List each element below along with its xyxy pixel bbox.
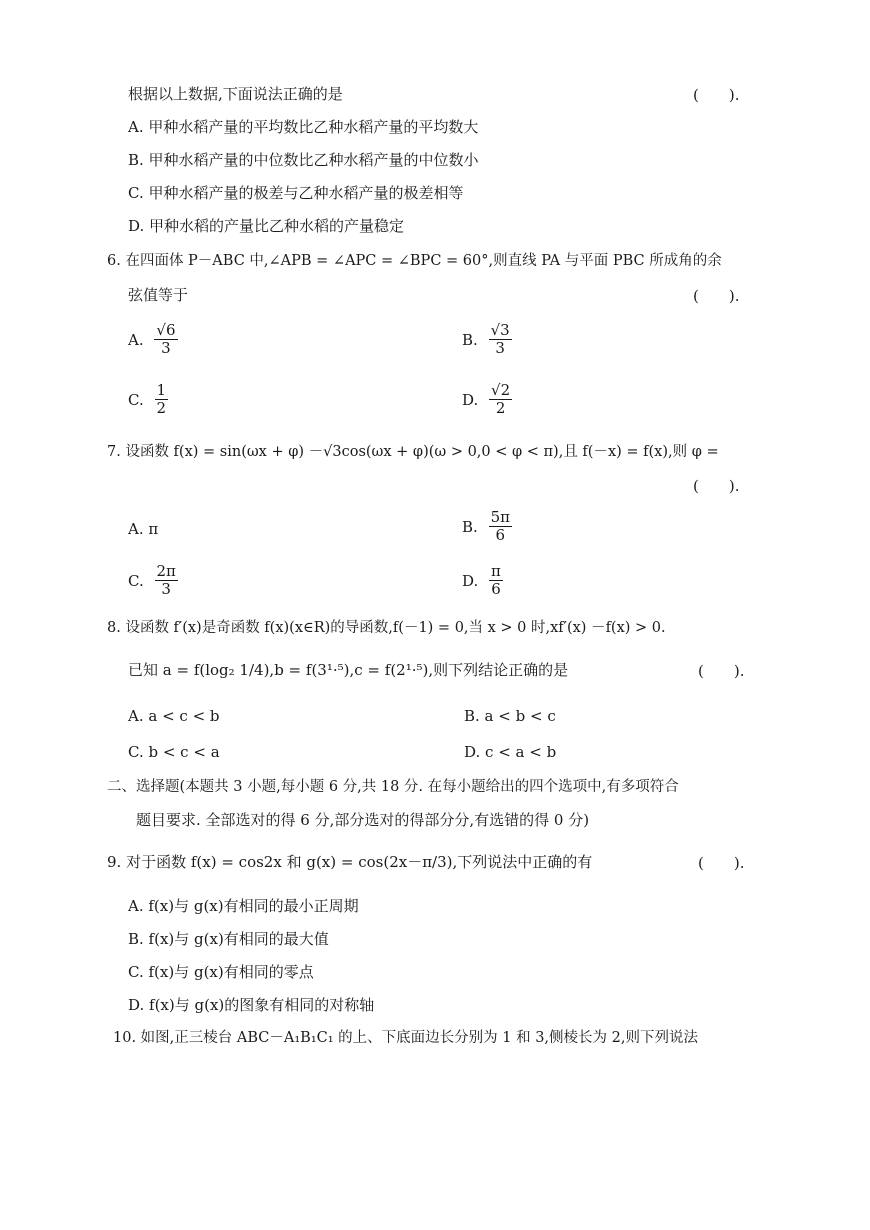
option-label: A.	[128, 330, 144, 349]
option-label: B.	[462, 330, 478, 349]
numerator: √6	[156, 321, 176, 339]
option-label: B.	[462, 517, 478, 536]
section2-heading-line2: 题目要求. 全部选对的得 6 分,部分选对的得部分分,有选错的得 0 分)	[136, 811, 590, 829]
q8-option-a: A. a < c < b	[128, 707, 220, 725]
option-label: D.	[462, 390, 479, 409]
option-label: D.	[462, 571, 479, 590]
denominator: 3	[161, 339, 171, 357]
q9-option-d: D. f(x)与 g(x)的图象有相同的对称轴	[128, 996, 375, 1014]
q5-answer-paren: ( ).	[693, 86, 740, 104]
denominator: 2	[156, 399, 167, 417]
fraction	[489, 382, 512, 417]
fraction	[155, 382, 169, 417]
numerator: 2π	[156, 562, 176, 580]
fraction	[489, 322, 512, 357]
q5-option-b: B. 甲种水稻产量的中位数比乙种水稻产量的中位数小	[128, 151, 479, 169]
q8-stem-line1: 8. 设函数 f′(x)是奇函数 f(x)(x∈R)的导函数,f(－1) = 0,当 x > 0 时,xf′(x) －f(x) > 0.	[107, 620, 666, 636]
q8-option-c: C. b < c < a	[128, 743, 220, 761]
option-label: C.	[128, 390, 144, 409]
q8-stem-line2: 已知 a = f(log₂ 1/4),b = f(3¹·⁵),c = f(2¹·⁵),则下列结论正确的是	[128, 661, 569, 679]
q7-stem-line1: 7. 设函数 f(x) = sin(ωx + φ) －√3cos(ωx + φ)(ω > 0,0 < φ < π),且 f(－x) = f(x),则 φ =	[107, 444, 719, 460]
q8-option-d: D. c < a < b	[464, 743, 557, 761]
q10-stem-line1: 10. 如图,正三棱台 ABC－A₁B₁C₁ 的上、下底面边长分别为 1 和 3,侧棱长为 2,则下列说法	[113, 1030, 698, 1046]
denominator: 6	[495, 526, 506, 544]
denominator: 3	[161, 580, 171, 598]
q9-option-b: B. f(x)与 g(x)有相同的最大值	[128, 930, 329, 948]
q9-option-a: A. f(x)与 g(x)有相同的最小正周期	[128, 897, 359, 915]
q9-answer-paren: ( ).	[698, 854, 745, 872]
q6-stem-line2: 弦值等于	[128, 286, 189, 304]
q6-stem-line1: 6. 在四面体 P－ABC 中,∠APB = ∠APC = ∠BPC = 60°,则直线 PA 与平面 PBC 所成角的余	[107, 253, 722, 269]
q5-stem-end: 根据以上数据,下面说法正确的是	[128, 85, 343, 103]
q8-answer-paren: ( ).	[698, 662, 745, 680]
denominator: 6	[491, 580, 501, 598]
q6-option-c	[128, 382, 168, 417]
q7-option-c	[128, 563, 178, 598]
q8-option-b: B. a < b < c	[464, 707, 556, 725]
q5-option-c: C. 甲种水稻产量的极差与乙种水稻产量的极差相等	[128, 184, 464, 202]
q7-option-b	[462, 509, 512, 544]
q6-option-b	[462, 322, 512, 357]
fraction	[489, 563, 503, 598]
option-label: A. π	[128, 520, 159, 538]
q6-option-a	[128, 322, 178, 357]
denominator: 2	[495, 399, 506, 417]
fraction	[155, 563, 178, 598]
numerator: 5π	[490, 508, 510, 526]
fraction	[489, 509, 512, 544]
q6-answer-paren: ( ).	[693, 287, 740, 305]
numerator: √2	[491, 381, 511, 399]
q9-stem-line1: 9. 对于函数 f(x) = cos2x 和 g(x) = cos(2x－π/3),下列说法中正确的有	[107, 853, 593, 871]
section2-heading-line1: 二、选择题(本题共 3 小题,每小题 6 分,共 18 分. 在每小题给出的四个选项中,有多项符合	[107, 779, 679, 795]
numerator: 1	[156, 381, 167, 399]
q7-option-a	[128, 518, 158, 539]
option-label: C.	[128, 571, 144, 590]
q7-option-d	[462, 563, 503, 598]
q9-option-c: C. f(x)与 g(x)有相同的零点	[128, 963, 314, 981]
numerator: √3	[490, 321, 510, 339]
denominator: 3	[495, 339, 505, 357]
q6-option-d	[462, 382, 512, 417]
q7-answer-paren: ( ).	[693, 477, 740, 495]
q5-option-d: D. 甲种水稻的产量比乙种水稻的产量稳定	[128, 217, 405, 235]
numerator: π	[491, 562, 501, 580]
fraction	[154, 322, 177, 357]
q5-option-a: A. 甲种水稻产量的平均数比乙种水稻产量的平均数大	[128, 118, 479, 136]
